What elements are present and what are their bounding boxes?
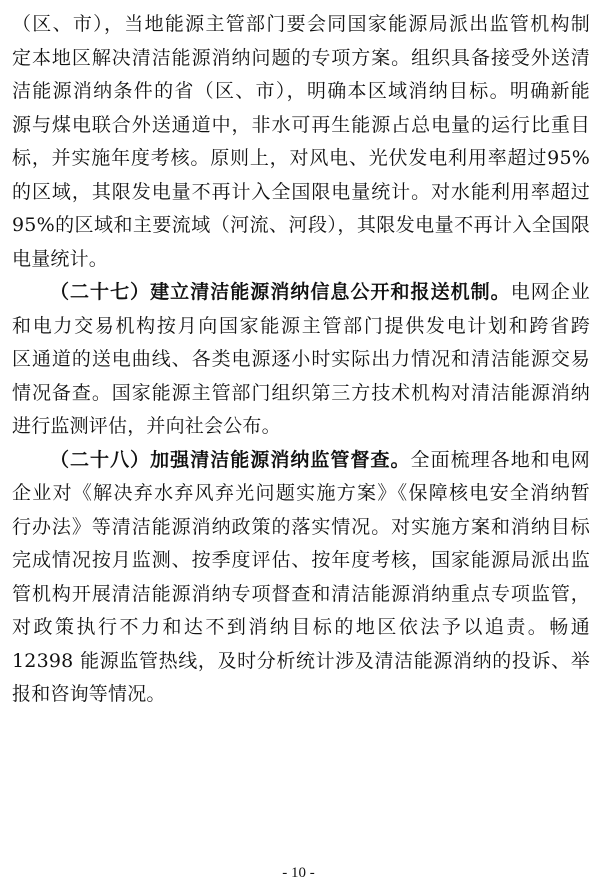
document-body — [12, 8, 590, 712]
text-line: 电量统计。 — [12, 247, 109, 270]
text-line: 标，并实施年度考核。原则上，对风电、光伏发电利用率超过95% — [12, 147, 590, 169]
text-line: 12398 能源监管热线，及时分析统计涉及清洁能源消纳的投诉、举 — [12, 649, 590, 672]
paragraph-2 — [12, 276, 590, 444]
text-line: （区、市），当地能源主管部门要会同国家能源局派出监管机构制 — [12, 13, 590, 35]
text-line: 定本地区解决清洁能源消纳问题的专项方案。组织具备接受外送清 — [12, 46, 590, 69]
text-line: 洁能源消纳条件的省（区、市），明确本区域消纳目标。明确新能 — [12, 80, 590, 102]
text-line: 完成情况按月监测、按季度评估、按年度考核，国家能源局派出监 — [12, 549, 590, 571]
text-line: 企业对《解决弃水弃风弃光问题实施方案》《保障核电安全消纳暂 — [12, 482, 590, 504]
text-line: 95%的区域和主要流域（河流、河段），其限发电量不再计入全国限 — [12, 214, 590, 236]
text-span: 电网企业 — [510, 281, 590, 303]
text-line: 源与煤电联合外送通道中，非水可再生能源占总电量的运行比重目 — [12, 113, 590, 136]
paragraph-1 — [12, 8, 590, 276]
section-heading: （二十八）加强清洁能源消纳监管督查。 — [50, 448, 411, 471]
text-line: 行办法》等清洁能源消纳政策的落实情况。对实施方案和消纳目标 — [12, 515, 590, 538]
text-line: 的区域，其限发电量不再计入全国限电量统计。对水能利用率超过 — [12, 180, 590, 203]
text-line: 进行监测评估，并向社会公布。 — [12, 415, 281, 437]
text-line: 区通道的送电曲线、各类电源逐小时实际出力情况和清洁能源交易 — [12, 348, 590, 370]
section-heading: （二十七）建立清洁能源消纳信息公开和报送机制。 — [50, 281, 511, 303]
text-line: 报和咨询等情况。 — [12, 683, 166, 705]
text-span: 全面梳理各地和电网 — [410, 448, 590, 471]
paragraph-3 — [12, 444, 590, 712]
text-line — [12, 276, 590, 310]
page-number: - 10 - — [282, 865, 315, 881]
text-line: 情况备查。国家能源主管部门组织第三方技术机构对清洁能源消纳 — [12, 381, 590, 404]
text-line: 和电力交易机构按月向国家能源主管部门提供发电计划和跨省跨 — [12, 314, 590, 337]
text-line: 管机构开展清洁能源消纳专项督查和清洁能源消纳重点专项监管， — [12, 582, 590, 605]
text-line — [12, 444, 590, 478]
text-line: 对政策执行不力和达不到消纳目标的地区依法予以追责。畅通 — [12, 616, 590, 638]
